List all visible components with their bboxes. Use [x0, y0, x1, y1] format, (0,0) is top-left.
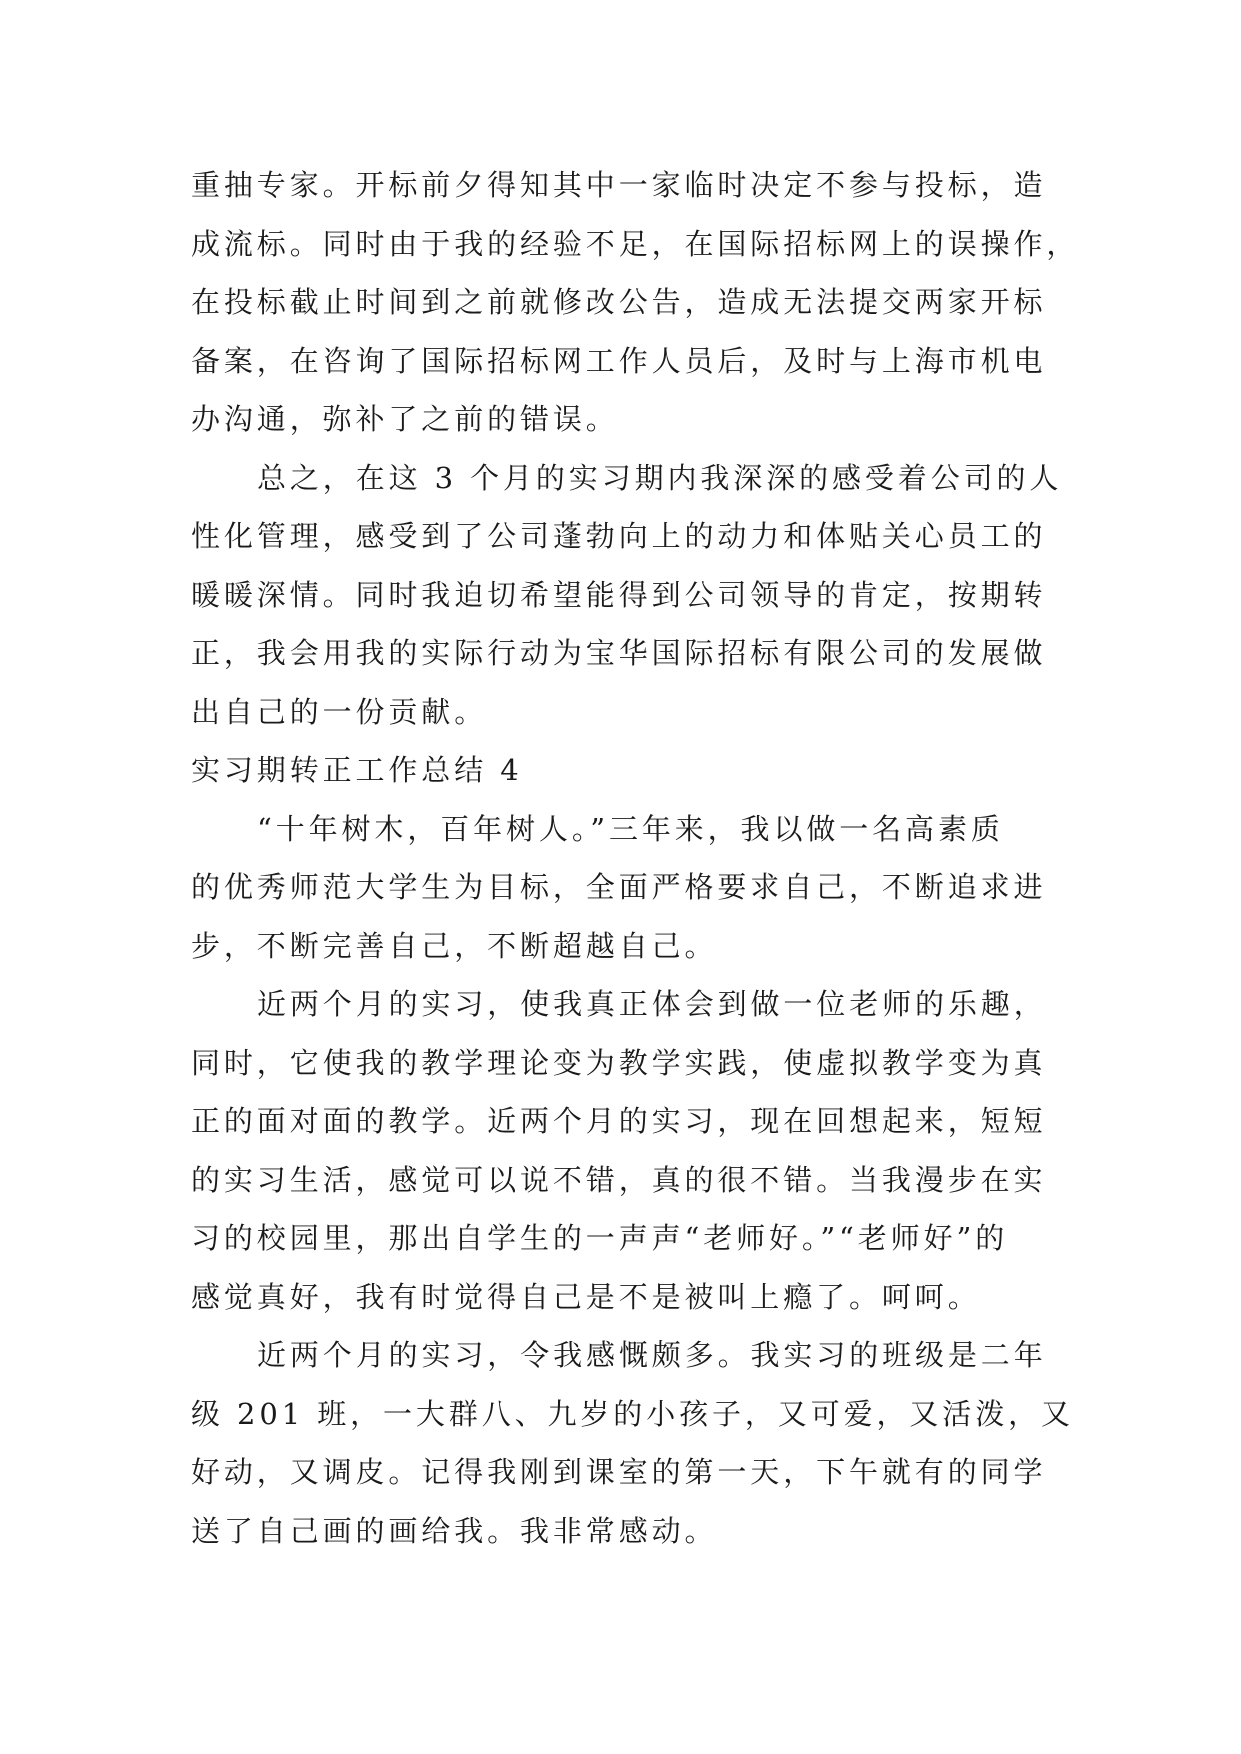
text-line: 送了自己画的画给我。我非常感动。: [191, 1513, 718, 1548]
section-heading: [191, 741, 1053, 800]
paragraph-2: [191, 449, 1063, 742]
paragraph-1: [191, 156, 1080, 449]
body-text: [191, 156, 1080, 1560]
text-line: 暖暖深情。同时我迫切希望能得到公司领导的肯定，按期转: [191, 577, 1047, 612]
paragraph-4: [191, 975, 1053, 1326]
paragraph-5: [191, 1326, 1074, 1560]
text-line: 成流标。同时由于我的经验不足，在国际招标网上的误操作，: [191, 226, 1080, 261]
text-line: 总之，在这 3 个月的实习期内我深深的感受着公司的人: [257, 460, 1063, 495]
text-line: 近两个月的实习，使我真正体会到做一位老师的乐趣，: [257, 987, 1047, 1021]
text-line: 级 201 班，一大群八、九岁的小孩子，又可爱，又活泼，又: [191, 1396, 1074, 1431]
text-line: “十年树木，百年树人。”三年来，我以做一名高素质: [257, 811, 1004, 846]
text-line: 的优秀师范大学生为目标，全面严格要求自己，不断追求进: [191, 870, 1047, 904]
text-line: 性化管理，感受到了公司蓬勃向上的动力和体贴关心员工的: [191, 519, 1047, 553]
text-line: 在投标截止时间到之前就修改公告，造成无法提交两家开标: [191, 285, 1047, 319]
text-line: 同时，它使我的教学理论变为教学实践，使虚拟教学变为真: [191, 1045, 1047, 1080]
text-line: 习的校园里，那出自学生的一声声“老师好。”“老师好”的: [191, 1221, 1009, 1255]
text-line: 正的面对面的教学。近两个月的实习，现在回想起来，短短: [191, 1104, 1047, 1138]
heading-text: 实习期转正工作总结 4: [191, 753, 523, 787]
text-line: 备案，在咨询了国际招标网工作人员后，及时与上海市机电: [191, 343, 1047, 378]
text-line: 的实习生活，感觉可以说不错，真的很不错。当我漫步在实: [191, 1162, 1047, 1197]
text-line: 好动，又调皮。记得我刚到课室的第一天，下午就有的同学: [191, 1455, 1047, 1489]
text-line: 步，不断完善自己，不断超越自己。: [191, 928, 718, 963]
text-line: 出自己的一份贡献。: [191, 694, 488, 729]
text-line: 办沟通，弥补了之前的错误。: [191, 402, 619, 436]
paragraph-3: [191, 800, 1053, 976]
text-line: 重抽专家。开标前夕得知其中一家临时决定不参与投标，造: [191, 168, 1047, 202]
text-line: 正，我会用我的实际行动为宝华国际招标有限公司的发展做: [191, 636, 1047, 670]
text-line: 近两个月的实习，令我感慨颇多。我实习的班级是二年: [257, 1338, 1047, 1372]
text-line: 感觉真好，我有时觉得自己是不是被叫上瘾了。呵呵。: [191, 1279, 981, 1314]
